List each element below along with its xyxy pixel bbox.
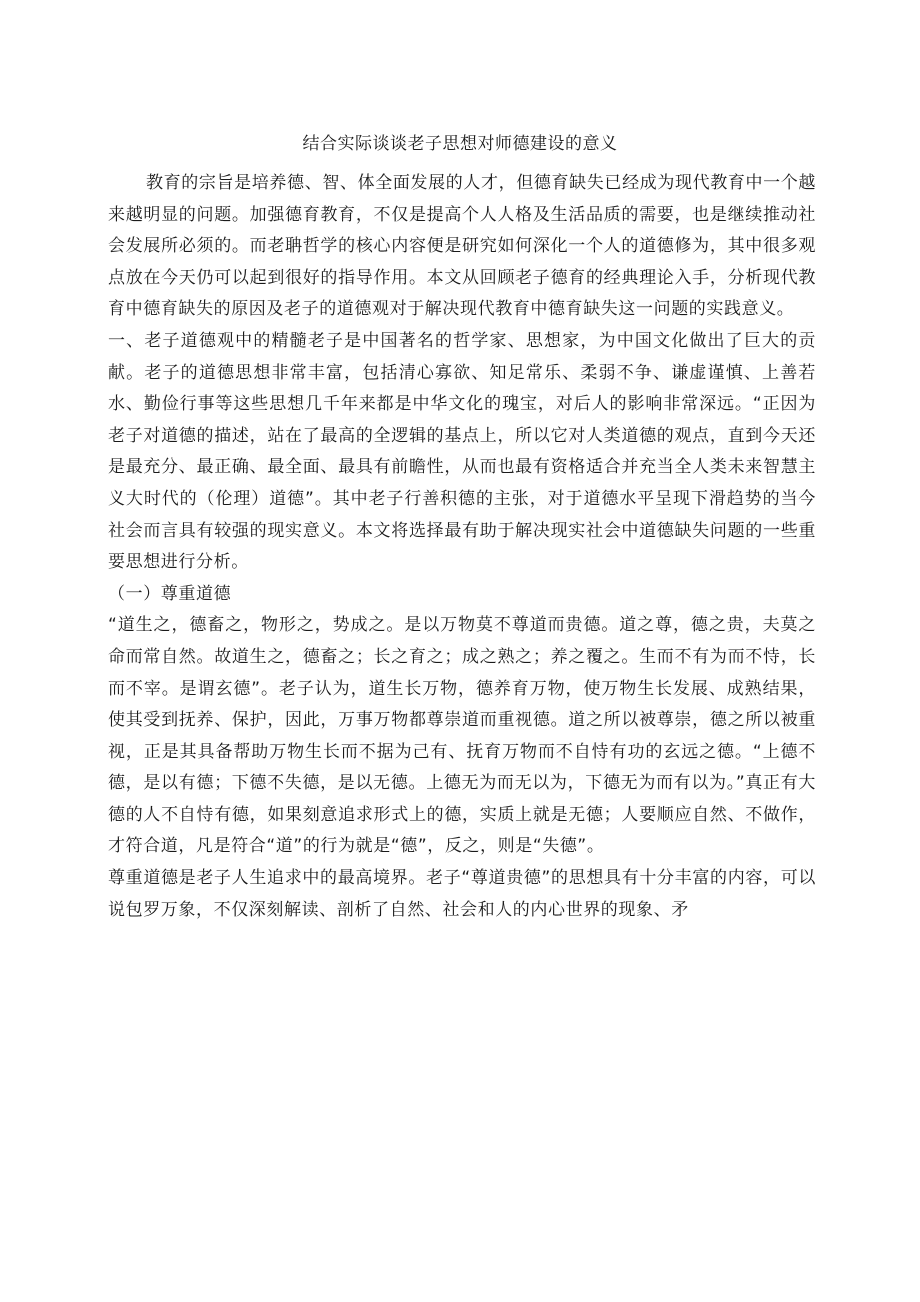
intro-paragraph: 教育的宗旨是培养德、智、体全面发展的人才，但德育缺失已经成为现代教育中一个越来越明显的问题。加强德育教育，不仅是提高个人人格及生活品质的需要，也是继续推动社会发展所必须的。而老聃哲学的核心内容便是研究如何深化一个人的道德修为，其中很多观点放在今天仍可以起到很好的指导作用。本文从回顾老子德育的经典理论入手，分析现代教育中德育缺失的原因及老子的道德观对于解决现代教育中德育缺失这一问题的实践意义。 (108, 173, 816, 320)
document-title: 结合实际谈谈老子思想对师德建设的意义 (302, 134, 618, 154)
closing-paragraph: 尊重道德是老子人生追求中的最高境界。老子“尊道贵德”的思想具有十分丰富的内容，可以说包罗万象，不仅深刻解读、剖析了自然、社会和人的内心世界的现象、矛 (108, 868, 816, 920)
subsection-heading: （一）尊重道德 (108, 583, 232, 604)
section-one-paragraph: 一、老子道德观中的精髓老子是中国著名的哲学家、思想家，为中国文化做出了巨大的贡献。老子的道德思想非常丰富，包括清心寡欲、知足常乐、柔弱不争、谦虚谨慎、上善若水、勤俭行事等这些思想几千年来都是中华文化的瑰宝，对后人的影响非常深远。“正因为老子对道德的描述，站在了最高的全逻辑的基点上，所以它对人类道德的观点，直到今天还是最充分、最正确、最全面、最具有前瞻性，从而也最有资格适合并充当全人类未来智慧主义大时代的（伦理）道德”。其中老子行善积德的主张，对于道德水平呈现下滑趋势的当今社会而言具有较强的现实意义。本文将选择最有助于解决现实社会中道德缺失问题的一些重要思想进行分析。 (108, 330, 816, 573)
quote-paragraph: “道生之，德畜之，物形之，势成之。是以万物莫不尊道而贵德。道之尊，德之贵，夫莫之命而常自然。故道生之，德畜之；长之育之；成之熟之；养之覆之。生而不有为而不恃，长而不宰。是谓玄德”。老子认为，道生长万物，德养育万物，使万物生长发展、成熟结果，使其受到抚养、保护，因此，万事万物都尊崇道而重视德。道之所以被尊崇，德之所以被重视，正是其具备帮助万物生长而不据为己有、抚育万物而不自恃有功的玄远之德。“上德不德，是以有德；下德不失德，是以无德。上德无为而无以为，下德无为而有以为。”真正有大德的人不自恃有德，如果刻意追求形式上的德，实质上就是无德；人要顺应自然、不做作，才符合道，凡是符合“道”的行为就是“德”，反之，则是“失德”。 (108, 615, 816, 857)
document-body (108, 168, 816, 926)
